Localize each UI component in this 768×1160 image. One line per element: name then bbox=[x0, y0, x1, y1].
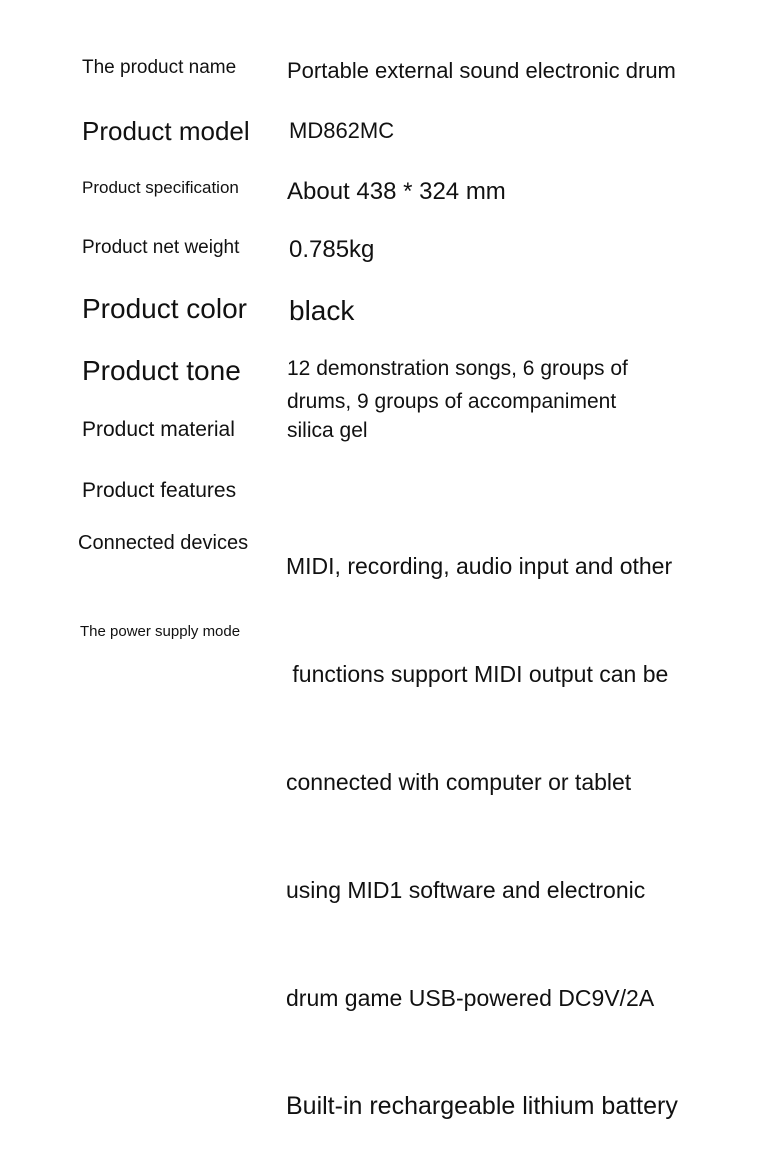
value-product-tone-line-2: drums, 9 groups of accompaniment bbox=[287, 390, 617, 413]
value-product-tone bbox=[287, 352, 628, 418]
features-line-1: MIDI, recording, audio input and other bbox=[286, 553, 673, 579]
label-product-specification: Product specification bbox=[82, 178, 239, 197]
label-product-net-weight: Product net weight bbox=[82, 237, 240, 258]
label-power-supply-mode: The power supply mode bbox=[80, 623, 241, 640]
value-features-block bbox=[286, 476, 678, 1160]
label-product-name: The product name bbox=[82, 57, 237, 78]
value-product-tone-line-1: 12 demonstration songs, 6 groups of bbox=[287, 357, 628, 380]
features-line-3: connected with computer or tablet bbox=[286, 769, 632, 795]
features-line-5: drum game USB-powered DC9V/2A bbox=[286, 985, 655, 1011]
label-product-model: Product model bbox=[82, 116, 250, 146]
label-product-tone: Product tone bbox=[82, 355, 241, 386]
label-connected-devices: Connected devices bbox=[78, 532, 249, 554]
value-product-net-weight: 0.785kg bbox=[289, 236, 375, 263]
label-product-material: Product material bbox=[82, 418, 235, 441]
features-line-6: Built-in rechargeable lithium battery bbox=[286, 1092, 678, 1120]
value-product-material: silica gel bbox=[287, 419, 368, 442]
features-line-2: functions support MIDI output can be bbox=[286, 661, 669, 687]
features-line-4: using MID1 software and electronic bbox=[286, 877, 646, 903]
value-product-color: black bbox=[289, 295, 355, 326]
value-product-specification: About 438 * 324 mm bbox=[287, 178, 506, 205]
label-product-features: Product features bbox=[82, 479, 237, 502]
value-product-model: MD862MC bbox=[289, 118, 395, 143]
label-product-color: Product color bbox=[82, 293, 247, 324]
value-product-name: Portable external sound electronic drum bbox=[287, 58, 676, 83]
